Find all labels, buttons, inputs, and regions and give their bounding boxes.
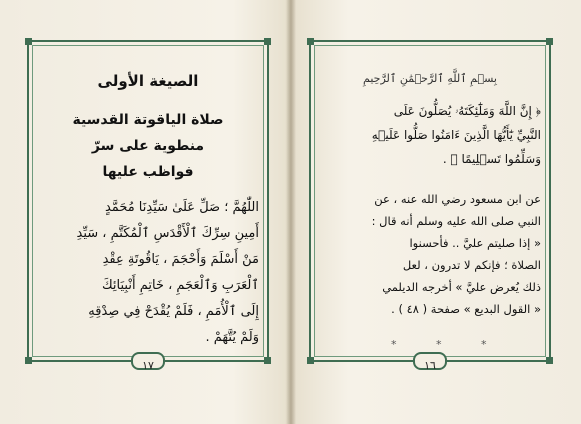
hadith-line: النبي صلى الله عليه وسلم أنه قال : — [371, 214, 541, 228]
left-heading-3: فواظب عليها — [102, 164, 194, 180]
left-page — [0, 0, 290, 424]
verse-line: ٱلْعَرَبِ وَٱلْعَجَمِ ، خَاتِمِ أَنْبِيَائِكَ — [101, 278, 259, 293]
left-page-frame — [27, 40, 269, 372]
hadith-line: الصلاة ؛ فإنكم لا تدرون ، لعل — [402, 258, 541, 272]
basmala: بِسۡمِ ٱللَّهِ ٱلرَّحۡمَٰنِ ٱلرَّحِيمِ — [363, 72, 497, 85]
left-heading-2: منطوية على سرّ — [91, 138, 205, 154]
verse-line: أَمِينِ سِرِّكَ ٱلْأَقْدَسِ ٱلْمُكَتَّمِ ، سَيِّدِ — [76, 226, 259, 241]
page-number: ١٧ — [142, 359, 154, 372]
hadith-line: « إذا صليتم عليَّ .. فأحسنوا — [409, 236, 541, 250]
page-number: ١٦ — [424, 359, 436, 372]
frame-corner — [264, 357, 271, 364]
stars-ornament: * * * — [391, 338, 505, 351]
quran-line: ﴿ إِنَّ اللَّهَ وَمَلَٰٓئِكَتَهُۥ يُصَلُّونَ عَلَى — [393, 104, 541, 118]
quran-line: النَّبِيِّ يَٰٓأَيُّهَا الَّذِينَ ءَامَنُوا صَلُّوا عَلَيۡهِ — [371, 128, 541, 142]
right-page — [291, 0, 581, 424]
verse-line: مَنْ أَسْلَمَ وَأَحْجَمَ ، يَاقُوتَةِ عِقْدِ — [102, 252, 259, 267]
verse-line: اللّٰهُمَّ ؛ صَلِّ عَلَىٰ سَيِّدِنَا مُحَمَّدٍ — [104, 200, 259, 215]
right-page-frame — [309, 40, 551, 372]
frame-corner — [25, 357, 32, 364]
hadith-line: عن ابن مسعود رضي الله عنه ، عن — [374, 192, 541, 206]
frame-corner — [264, 38, 271, 45]
left-title: الصيغة الأولى — [97, 72, 199, 90]
quran-line: وَسَلِّمُوا تَسۡلِيمًا ﴾ . — [442, 152, 541, 166]
frame-corner — [307, 38, 314, 45]
frame-corner — [307, 357, 314, 364]
left-heading-1: صلاة الياقوتة القدسية — [72, 112, 224, 128]
verse-line: إِلَى ٱلْأُمَمِ ، فَلَمْ يُقْدَحْ فِي صِدْقِهِ — [88, 304, 259, 319]
frame-corner — [546, 357, 553, 364]
hadith-line: « القول البديع » صفحة ( ٤٨ ) . — [391, 302, 541, 316]
frame-corner — [25, 38, 32, 45]
frame-corner — [546, 38, 553, 45]
hadith-line: ذلك يُعرض عليَّ » أخرجه الديلمي — [382, 280, 541, 294]
verse-line: وَلَمْ يُتَّهَمْ . — [205, 330, 259, 345]
page-number-badge — [413, 352, 447, 370]
page-number-badge — [131, 352, 165, 370]
